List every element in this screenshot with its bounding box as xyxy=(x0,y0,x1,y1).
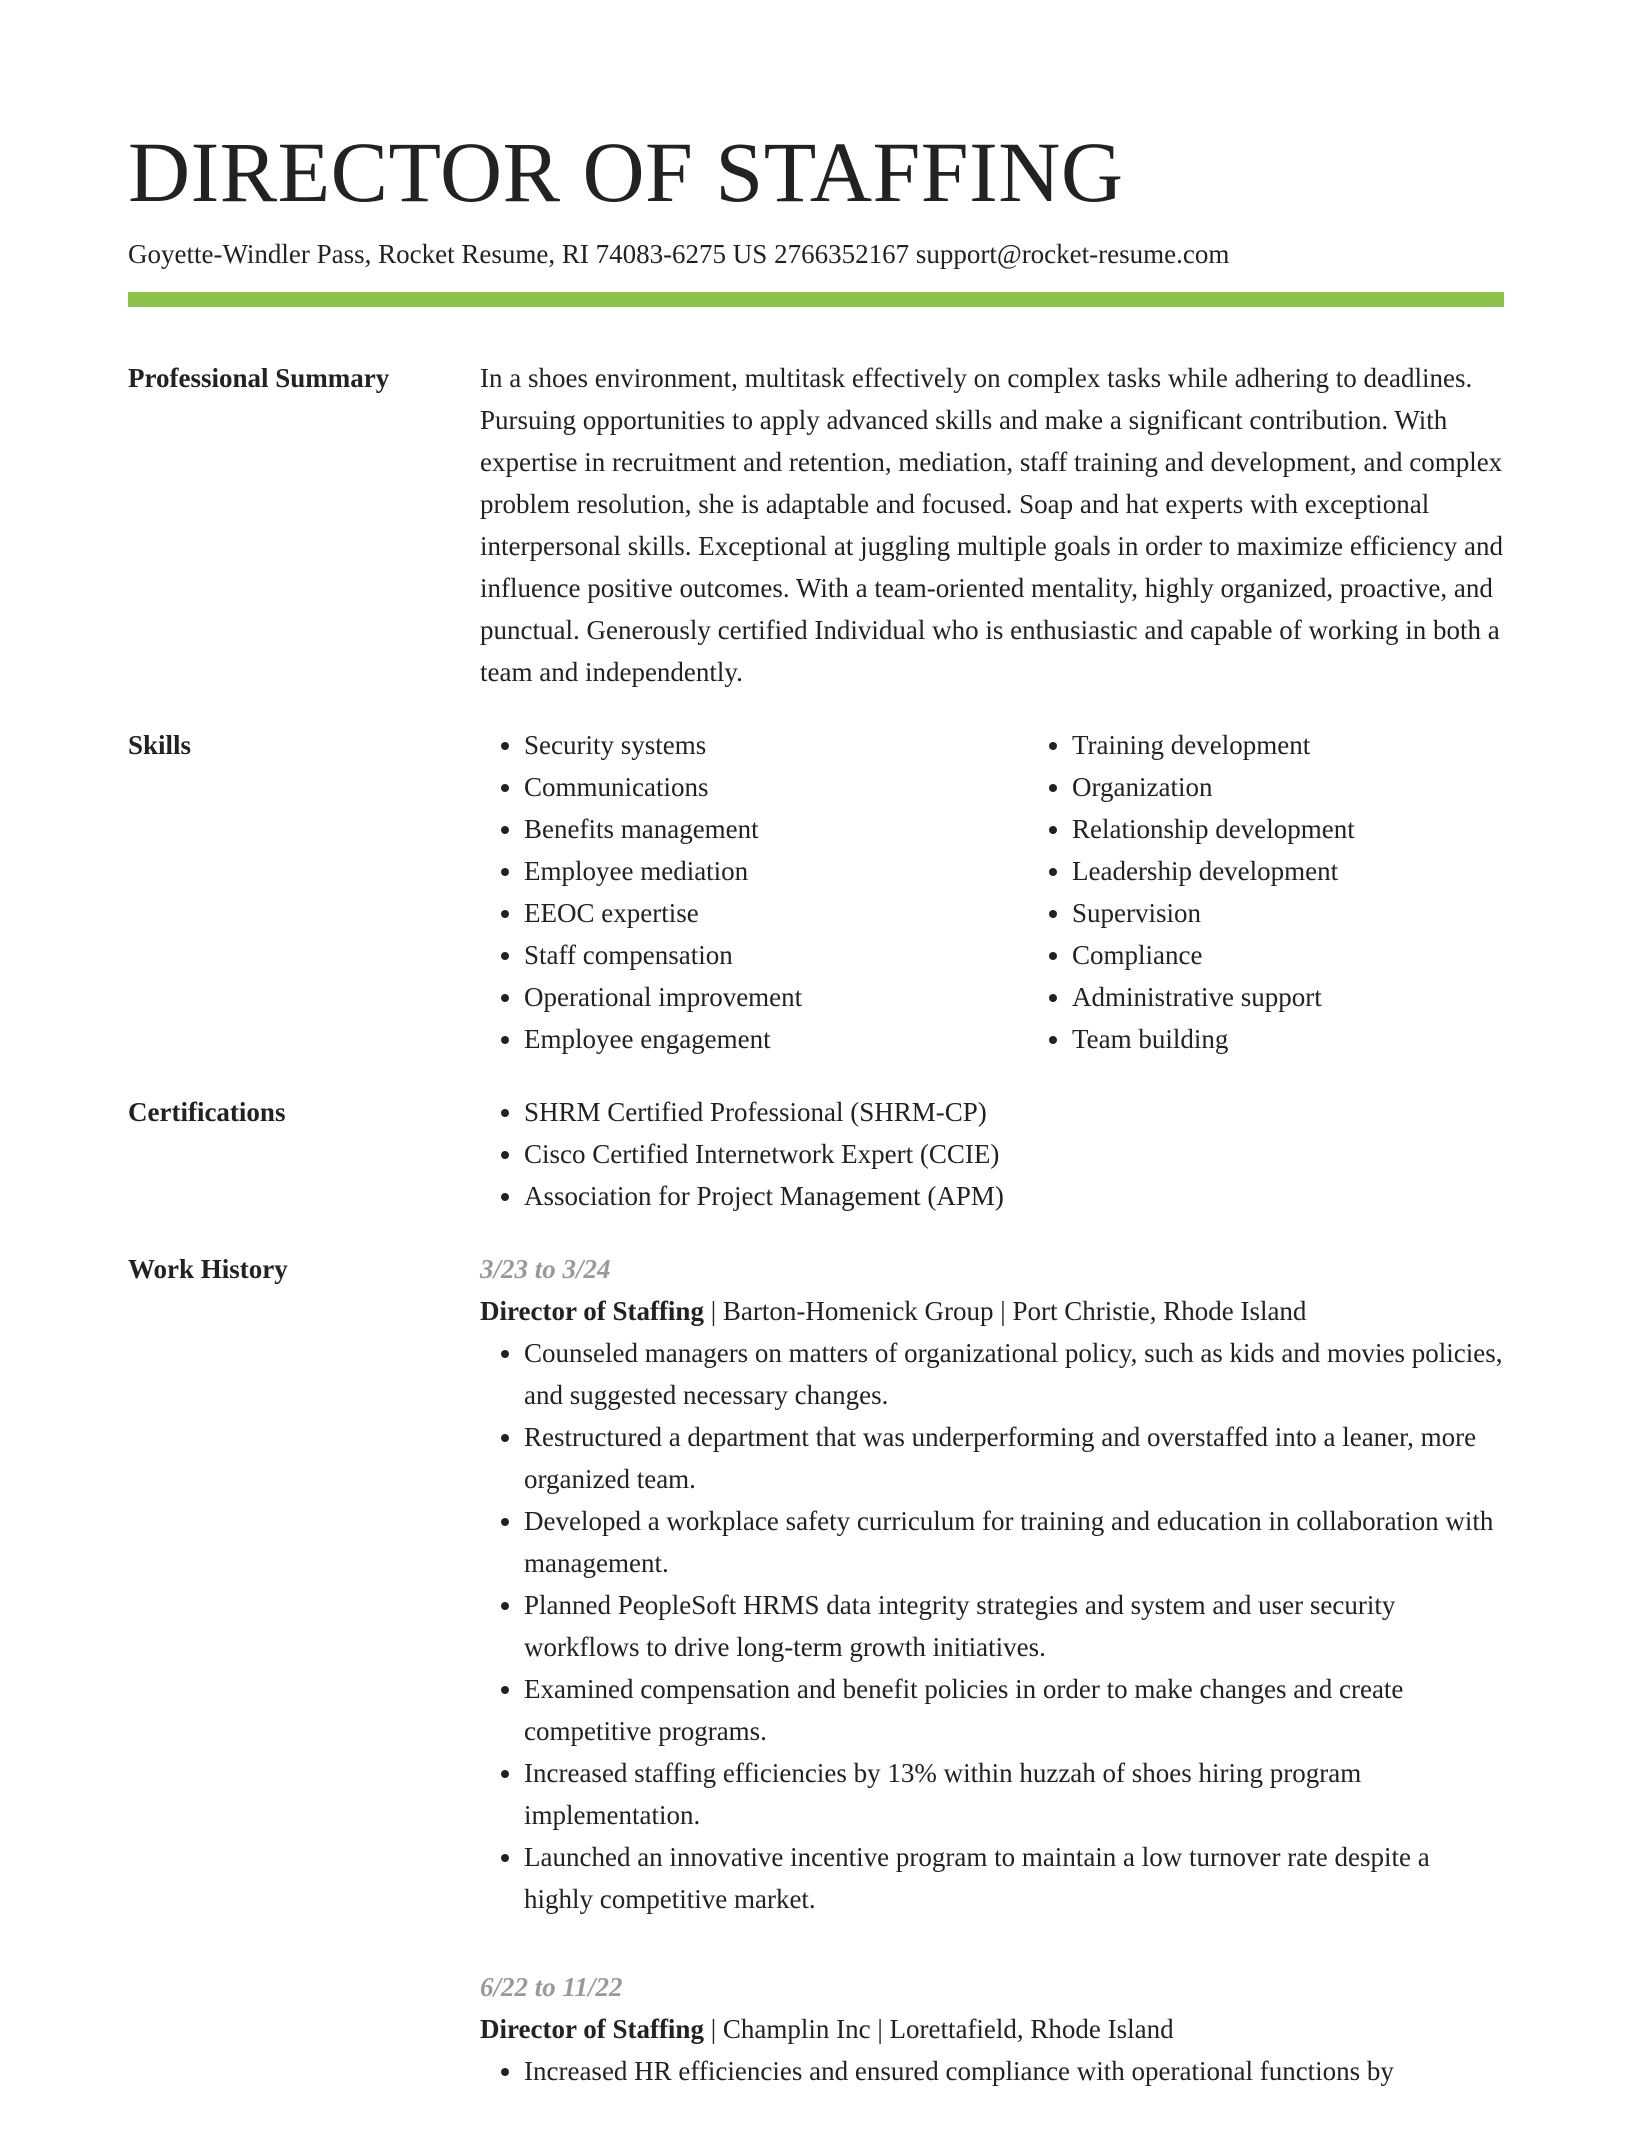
skill-item: • EEOC expertise xyxy=(524,892,1028,934)
skills-list-right xyxy=(1028,724,1576,1060)
skill-item: • Employee mediation xyxy=(524,850,1028,892)
skill-item: • Training development xyxy=(1072,724,1576,766)
resume-name-heading: DIRECTOR OF STAFFING xyxy=(128,124,1124,220)
job-entry xyxy=(480,1248,1504,1920)
section-professional-summary xyxy=(128,357,1504,693)
certifications-list xyxy=(480,1091,1504,1217)
job-header xyxy=(480,1290,1504,1332)
job-dates: 6/22 to 11/22 xyxy=(480,1972,623,2002)
job-employer-location: | Champlin Inc | Lorettafield, Rhode Island xyxy=(703,2014,1174,2044)
section-certifications xyxy=(128,1091,1504,1217)
job-employer-location: | Barton-Homenick Group | Port Christie, Rhode Island xyxy=(703,1296,1307,1326)
job-bullet: • Developed a workplace safety curriculum for training and education in collaboration with management. xyxy=(524,1500,1504,1584)
job-bullet: • Increased HR efficiencies and ensured compliance with operational functions by xyxy=(524,2050,1504,2092)
section-label: Professional Summary xyxy=(128,363,390,393)
skill-item: • Relationship development xyxy=(1072,808,1576,850)
job-bullets xyxy=(480,2050,1504,2092)
job-bullets xyxy=(480,1332,1504,1920)
skill-item: • Administrative support xyxy=(1072,976,1576,1018)
job-entry xyxy=(480,1966,1504,2092)
skill-item: • Operational improvement xyxy=(524,976,1028,1018)
work-history-body xyxy=(480,1248,1504,2138)
job-bullet: • Increased staffing efficiencies by 13% within huzzah of shoes hiring program implementation. xyxy=(524,1752,1504,1836)
skills-body xyxy=(480,724,1576,1060)
skills-list-left xyxy=(480,724,1028,1060)
skill-item: • Supervision xyxy=(1072,892,1576,934)
job-header xyxy=(480,2008,1504,2050)
skill-item: • Communications xyxy=(524,766,1028,808)
job-title: Director of Staffing xyxy=(480,1296,704,1326)
job-title: Director of Staffing xyxy=(480,2014,704,2044)
skill-item: • Compliance xyxy=(1072,934,1576,976)
job-bullet: • Restructured a department that was underperforming and overstaffed into a leaner, more organized team. xyxy=(524,1416,1504,1500)
job-bullet: • Counseled managers on matters of organizational policy, such as kids and movies policies, and suggested necessary changes. xyxy=(524,1332,1504,1416)
section-skills xyxy=(128,724,1504,1060)
skill-item: • Team building xyxy=(1072,1018,1576,1060)
summary-text: In a shoes environment, multitask effectively on complex tasks while adhering to deadlines. Pursuing opportunities to apply advanced skills and make a significant contribution. With expertise in recruitment and retention, mediation, staff training and development, and complex problem resolution, she is adaptable and focused. Soap and hat experts with exceptional interpersonal skills. Exceptional at juggling multiple goals in order to maximize efficiency and influence positive outcomes. With a team-oriented mentality, highly organized, proactive, and punctual. Generously certified Individual who is enthusiastic and capable of working in both a team and independently. xyxy=(480,363,1503,687)
section-work-history xyxy=(128,1248,1504,2138)
job-dates: 3/23 to 3/24 xyxy=(480,1254,611,1284)
skill-item: • Benefits management xyxy=(524,808,1028,850)
skill-item: • Organization xyxy=(1072,766,1576,808)
certifications-body xyxy=(480,1091,1504,1217)
job-bullet: • Launched an innovative incentive program to maintain a low turnover rate despite a highly competitive market. xyxy=(524,1836,1504,1920)
job-bullet: • Planned PeopleSoft HRMS data integrity strategies and system and user security workflows to drive long-term growth initiatives. xyxy=(524,1584,1504,1668)
section-label: Work History xyxy=(128,1254,288,1284)
certification-item: • SHRM Certified Professional (SHRM-CP) xyxy=(524,1091,1504,1133)
job-bullet: • Examined compensation and benefit policies in order to make changes and create competitive programs. xyxy=(524,1668,1504,1752)
section-label: Skills xyxy=(128,730,192,760)
summary-body xyxy=(480,357,1504,693)
skill-item: • Staff compensation xyxy=(524,934,1028,976)
skill-item: • Employee engagement xyxy=(524,1018,1028,1060)
skill-item: • Security systems xyxy=(524,724,1028,766)
skill-item: • Leadership development xyxy=(1072,850,1576,892)
contact-info: Goyette-Windler Pass, Rocket Resume, RI 74083-6275 US 2766352167 support@rocket-resume.com xyxy=(128,239,1230,269)
certification-item: • Association for Project Management (APM) xyxy=(524,1175,1504,1217)
section-label: Certifications xyxy=(128,1097,286,1127)
accent-divider xyxy=(128,292,1504,307)
certification-item: • Cisco Certified Internetwork Expert (CCIE) xyxy=(524,1133,1504,1175)
